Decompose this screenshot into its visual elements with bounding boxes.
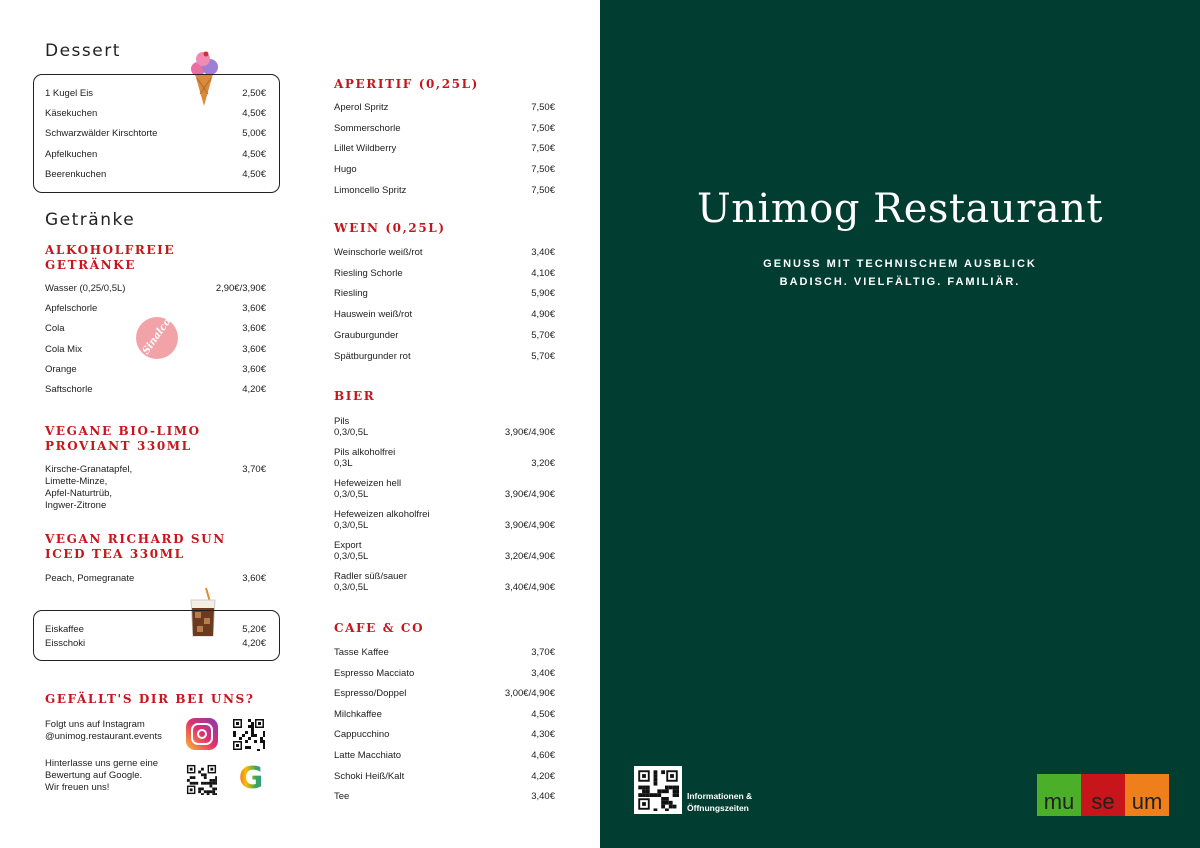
item-name: Tee: [334, 791, 350, 803]
limo-flavor: Apfel-Naturtrüb,: [45, 488, 113, 499]
instagram-handle: @unimog.restaurant.events: [45, 731, 162, 742]
menu-row: [334, 185, 555, 197]
item-name: Riesling Schorle: [334, 267, 403, 279]
google-text: [45, 758, 158, 794]
museum-logo-part1: mu: [1037, 774, 1081, 816]
item-price: 3,40€/4,90€: [504, 582, 555, 593]
menu-row: [334, 688, 555, 700]
item-price: 4,50€: [242, 108, 266, 120]
item-price: 3,60€: [242, 303, 266, 315]
bier-title: BIER: [334, 389, 376, 403]
menu-row: [45, 283, 266, 295]
item-name: Cola: [45, 323, 65, 335]
menu-row: [45, 384, 266, 396]
alkoholfrei-title-line2: GETRÄNKE: [45, 258, 136, 272]
item-name: Latte Macchiato: [334, 750, 402, 761]
item-name: Schwarzwälder Kirschtorte: [45, 128, 158, 140]
item-price: 4,60€: [531, 750, 555, 761]
menu-row: [334, 309, 555, 321]
aperitif-title: APERITIF (0,25L): [334, 77, 479, 91]
cafe-title: CAFE & CO: [334, 621, 425, 635]
menu-row: [334, 164, 555, 176]
item-name: Sommerschorle: [334, 122, 401, 134]
alkoholfrei-title: [45, 243, 175, 273]
icetea-price: 3,60€: [242, 573, 266, 584]
limo-title: [45, 424, 201, 454]
item-name: Riesling: [334, 288, 368, 300]
item-name: Spätburgunder rot: [334, 350, 411, 362]
item-price: 5,70€: [531, 350, 555, 362]
icetea-title-line1: VEGAN RICHARD SUN: [45, 532, 226, 546]
menu-row: [334, 709, 555, 721]
item-price: 3,90€/4,90€: [504, 489, 555, 500]
item-price: 3,90€/4,90€: [504, 427, 555, 438]
menu-row: [334, 447, 555, 471]
item-size: 0,3L: [334, 458, 353, 469]
item-name: Hefeweizen alkoholfrei: [334, 509, 430, 520]
menu-row: [334, 750, 555, 762]
item-name: Limoncello Spritz: [334, 184, 407, 196]
item-price: 3,00€/4,90€: [504, 688, 555, 700]
item-price: 3,40€: [531, 791, 555, 803]
menu-row: [334, 143, 555, 155]
menu-row: [334, 123, 555, 135]
restaurant-title: Unimog Restaurant: [697, 186, 1103, 232]
sinalco-logo-text: Sinalco: [140, 316, 174, 357]
item-name: Käsekuchen: [45, 108, 98, 120]
item-price: 2,50€: [242, 88, 266, 99]
alkoholfrei-title-line1: ALKOHOLFREIE: [45, 243, 176, 257]
menu-row: [334, 102, 555, 114]
item-size: 0,3/0,5L: [334, 520, 369, 531]
item-name: Schoki Heiß/Kalt: [334, 770, 405, 782]
museum-logo-part3: um: [1125, 774, 1169, 816]
item-name: Cola Mix: [45, 343, 82, 355]
item-name: Cappucchino: [334, 729, 390, 741]
item-name: 1 Kugel Eis: [45, 88, 94, 99]
item-price: 5,20€: [242, 624, 266, 635]
menu-row: [45, 149, 266, 161]
limo-flavor: Limette-Minze,: [45, 476, 108, 487]
item-name: Saftschorle: [45, 384, 93, 395]
item-price: 3,20€/4,90€: [504, 551, 555, 562]
item-price: 7,50€: [531, 102, 555, 113]
info-text: [687, 790, 752, 814]
menu-row: [334, 416, 555, 440]
item-price: 5,70€: [531, 329, 555, 341]
item-name: Espresso/Doppel: [334, 688, 407, 700]
google-text-line3: Wir freuen uns!: [45, 782, 110, 793]
menu-row: [334, 351, 555, 363]
instagram-text-line1: Folgt uns auf Instagram: [45, 719, 145, 730]
icetea-title-line2: ICED TEA 330ML: [45, 547, 185, 561]
limo-price: 3,70€: [242, 464, 266, 475]
menu-row: [334, 478, 555, 502]
item-name: Radler süß/sauer: [334, 571, 407, 582]
item-name: Beerenkuchen: [45, 168, 107, 180]
icetea-title: [45, 532, 226, 562]
item-name: Hugo: [334, 164, 357, 176]
instagram-icon-lens: [197, 729, 207, 739]
instagram-icon[interactable]: [186, 718, 218, 750]
item-size: 0,3/0,5L: [334, 582, 369, 593]
menu-row: [334, 729, 555, 741]
limo-flavor: Kirsche-Granatapfel,: [45, 464, 133, 475]
limo-title-line1: VEGANE BIO-LIMO: [45, 424, 201, 438]
limo-title-line2: PROVIANT 330ML: [45, 439, 192, 453]
info-text-line2: Öffnungszeiten: [687, 803, 749, 813]
item-name: Weinschorle weiß/rot: [334, 247, 423, 258]
item-name: Hefeweizen hell: [334, 478, 402, 489]
menu-row: [334, 771, 555, 783]
item-price: 3,70€: [531, 647, 555, 658]
menu-row: [334, 288, 555, 300]
dessert-heading: Dessert: [45, 41, 121, 61]
getraenke-heading: Getränke: [45, 210, 136, 230]
item-price: 2,90€/3,90€: [215, 283, 266, 294]
item-price: 4,20€: [242, 638, 266, 649]
menu-row: [45, 169, 266, 181]
menu-row: [45, 638, 266, 650]
info-qr-code[interactable]: [634, 766, 682, 814]
menu-row: [45, 88, 266, 100]
item-price: 3,90€/4,90€: [504, 520, 555, 531]
item-price: 3,60€: [242, 343, 266, 355]
item-name: Eiskaffee: [45, 624, 84, 635]
item-name: Milchkaffee: [334, 708, 382, 720]
google-qr-code: [186, 764, 217, 795]
item-name: Aperol Spritz: [334, 102, 389, 113]
sinalco-logo: [136, 317, 178, 359]
menu-row: [45, 624, 266, 636]
item-name: Grauburgunder: [334, 329, 399, 341]
item-size: 0,3/0,5L: [334, 551, 369, 562]
item-size: 0,3/0,5L: [334, 427, 369, 438]
menu-row: [334, 647, 555, 659]
social-heading: GEFÄLLT'S DIR BEI UNS?: [45, 692, 255, 706]
menu-row: [45, 108, 266, 120]
info-text-line1: Informationen &: [687, 791, 753, 801]
icetea-row: [45, 573, 266, 585]
instagram-qr-code: [232, 718, 265, 751]
item-price: 3,60€: [242, 323, 266, 335]
menu-row: [334, 540, 555, 564]
item-price: 4,90€: [531, 309, 555, 321]
menu-row: [334, 268, 555, 280]
menu-row: [45, 303, 266, 315]
google-text-line2: Bewertung auf Google.: [45, 770, 143, 781]
item-price: 4,50€: [242, 148, 266, 160]
left-panel: [0, 0, 300, 848]
google-icon[interactable]: G: [234, 762, 268, 796]
item-name: Tasse Kaffee: [334, 647, 389, 658]
cover-subtitle-line1: GENUSS MIT TECHNISCHEM AUSBLICK: [763, 258, 1037, 270]
item-name: Apfelkuchen: [45, 148, 98, 160]
menu-row: [334, 571, 555, 595]
item-price: 3,40€: [531, 247, 555, 258]
menu-row: [334, 330, 555, 342]
instagram-text: [45, 719, 162, 743]
cover-panel: [600, 0, 1200, 848]
item-price: 7,50€: [531, 143, 555, 155]
item-name: Lillet Wildberry: [334, 143, 397, 155]
cover-subtitle-line2: BADISCH. VIELFÄLTIG. FAMILIÄR.: [779, 276, 1021, 288]
item-price: 3,20€: [531, 458, 555, 469]
item-name: Pils: [334, 416, 350, 427]
wein-title: WEIN (0,25L): [334, 221, 446, 235]
item-price: 4,50€: [242, 168, 266, 180]
menu-row: [45, 364, 266, 376]
limo-flavors: [45, 464, 132, 512]
item-name: Pils alkoholfrei: [334, 447, 396, 458]
menu-row: [334, 509, 555, 533]
info-qr-pattern: [637, 769, 679, 811]
middle-panel: [300, 0, 600, 848]
item-name: Wasser (0,25/0,5L): [45, 283, 126, 294]
item-size: 0,3/0,5L: [334, 489, 369, 500]
item-price: 4,30€: [531, 729, 555, 741]
item-name: Eisschoki: [45, 638, 86, 649]
menu-row: [334, 791, 555, 803]
item-price: 4,20€: [531, 770, 555, 782]
item-price: 7,50€: [531, 122, 555, 134]
item-name: Orange: [45, 363, 77, 375]
item-price: 3,60€: [242, 363, 266, 375]
item-price: 4,50€: [531, 708, 555, 720]
item-name: Export: [334, 540, 362, 551]
item-name: Hauswein weiß/rot: [334, 309, 413, 321]
item-price: 3,40€: [531, 667, 555, 679]
item-price: 7,50€: [531, 184, 555, 196]
item-price: 4,10€: [531, 267, 555, 279]
item-price: 5,90€: [531, 288, 555, 300]
item-name: Apfelschorle: [45, 303, 98, 315]
item-price: 4,20€: [242, 384, 266, 395]
museum-logo-part2: se: [1081, 774, 1125, 816]
item-price: 7,50€: [531, 164, 555, 176]
menu-row: [334, 668, 555, 680]
menu-row: [45, 128, 266, 140]
limo-flavor: Ingwer-Zitrone: [45, 500, 107, 511]
menu-row: [334, 247, 555, 259]
google-text-line1: Hinterlasse uns gerne eine: [45, 758, 159, 769]
icetea-flavor: Peach, Pomegranate: [45, 573, 135, 584]
item-name: Espresso Macciato: [334, 667, 415, 679]
item-price: 5,00€: [242, 128, 266, 140]
